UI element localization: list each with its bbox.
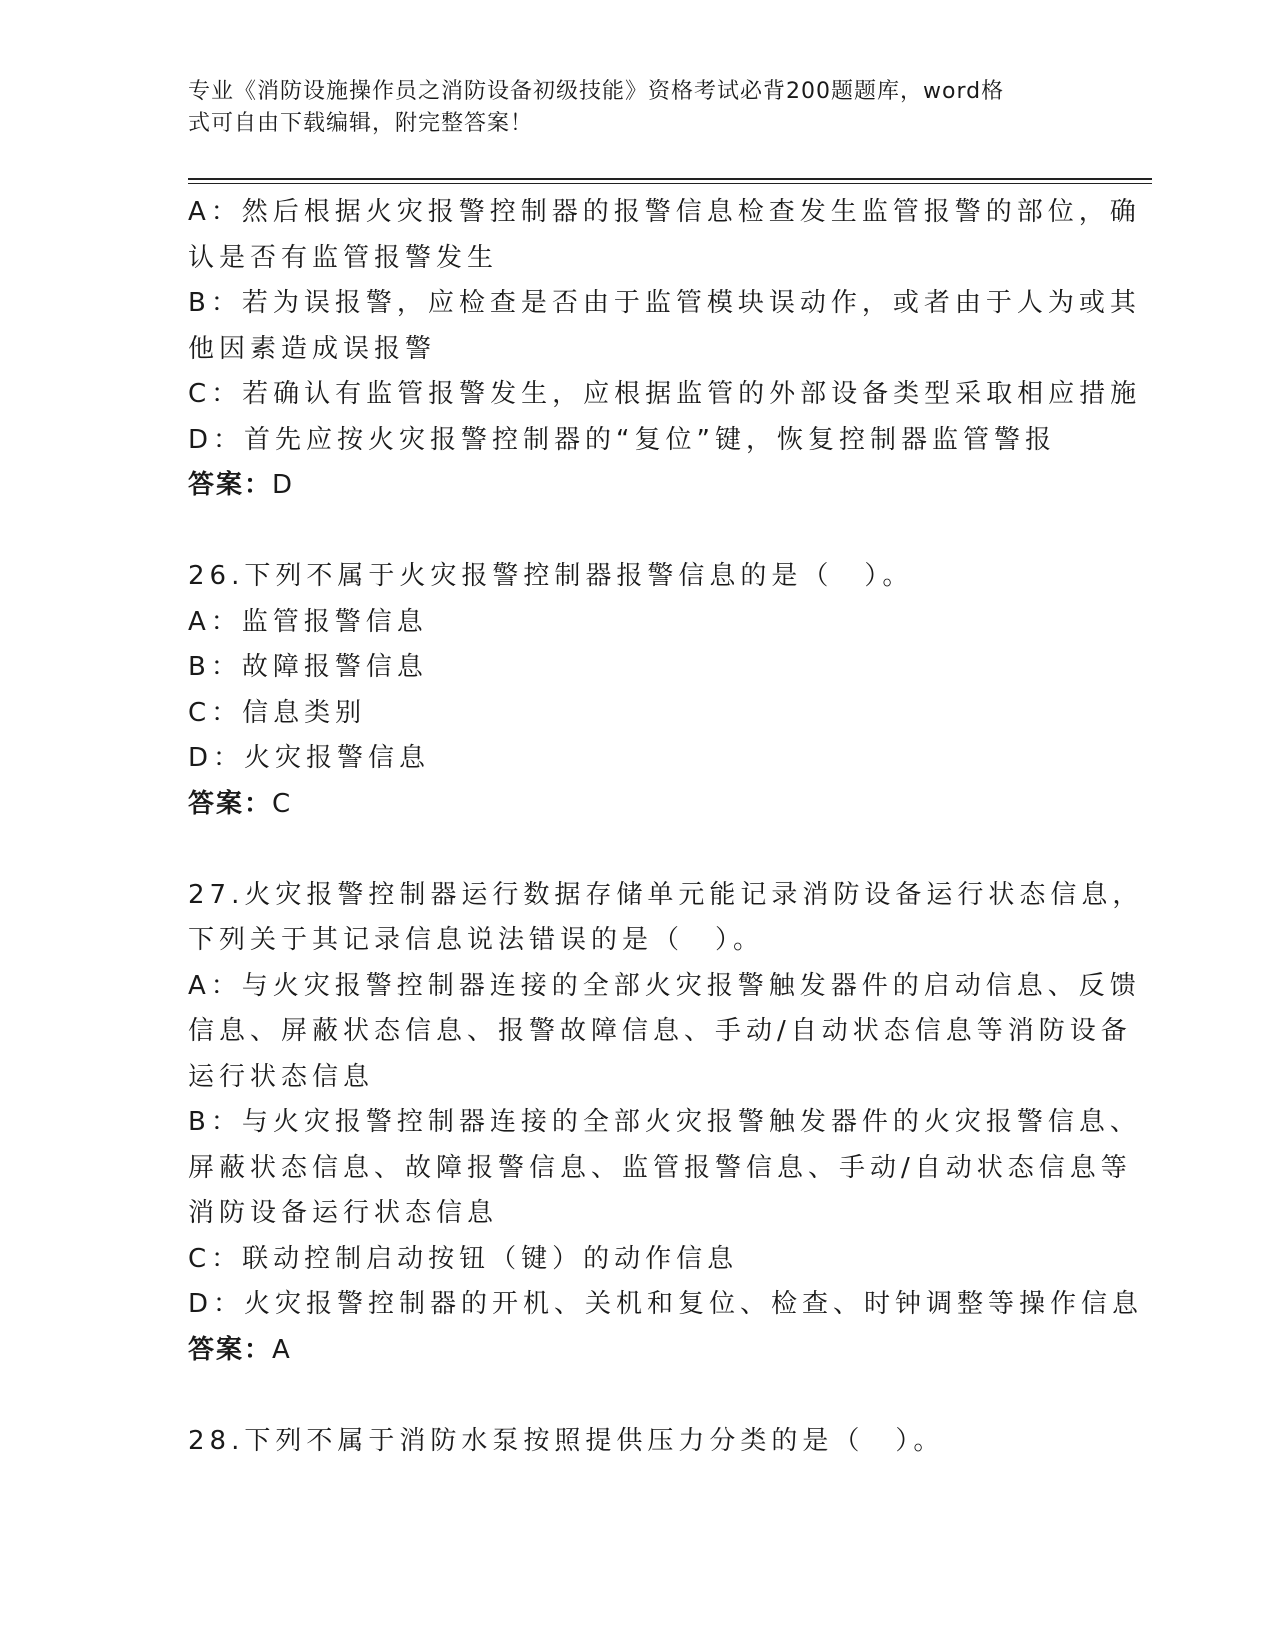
spacer [188,1373,1088,1419]
question-text-line-1: 27.火灾报警控制器运行数据存储单元能记录消防设备运行状态信息， [188,879,1144,910]
answer-value: A [272,1334,292,1365]
question-27 [188,873,1144,1374]
option-b-line-2: 屏蔽状态信息、故障报警信息、监管报警信息、手动/自动状态信息等 [188,1152,1132,1183]
option-a-line-1: A：与火灾报警控制器连接的全部火灾报警触发器件的启动信息、反馈 [188,970,1141,1001]
question-26 [188,554,1088,827]
option-a-line-1: A：然后根据火灾报警控制器的报警信息检查发生监管报警的部位，确 [188,197,1141,227]
header-rule-thin [188,183,1152,184]
question-25 [188,190,1142,509]
question-text-line-2: 下列关于其记录信息说法错误的是（ ）。 [188,925,765,955]
header-line-2: 式可自由下载编辑，附完整答案！ [188,111,534,136]
option-a-line-2: 信息、屏蔽状态信息、报警故障信息、手动/自动状态信息等消防设备 [188,1016,1132,1046]
option-b: B：故障报警信息 [188,652,428,682]
option-d: D：首先应按火灾报警控制器的“复位”键，恢复控制器监管警报 [188,424,1056,455]
option-a-line-2: 认是否有监管报警发生 [188,242,499,273]
option-c: C：若确认有监管报警发生，应根据监管的外部设备类型采取相应措施 [188,379,1142,409]
option-c: C：联动控制启动按钮（键）的动作信息 [188,1243,739,1274]
option-b-line-3: 消防设备运行状态信息 [188,1198,499,1228]
option-a: A：监管报警信息 [188,606,428,637]
answer [188,463,1088,509]
question-28 [188,1419,1088,1465]
answer [188,782,1088,828]
header-rule-thick [188,178,1152,180]
document-header [188,76,1068,140]
option-a-line-3: 运行状态信息 [188,1061,375,1092]
question-text: 26.下列不属于火灾报警控制器报警信息的是（ ）。 [188,561,914,591]
header-line-1: 专业《消防设施操作员之消防设备初级技能》资格考试必背200题题库，word格 [188,79,1005,104]
spacer [188,827,1088,873]
answer [188,1328,1088,1374]
question-text: 28.下列不属于消防水泵按照提供压力分类的是（ ）。 [188,1425,945,1456]
option-b-line-1: B：若为误报警，应检查是否由于监管模块误动作，或者由于人为或其 [188,288,1141,318]
answer-label: 答案： [188,788,273,819]
answer-value: C [272,788,293,819]
answer-label: 答案： [188,1334,273,1365]
spacer [188,509,1088,555]
answer-label: 答案： [188,470,273,500]
option-d: D：火灾报警控制器的开机、关机和复位、检查、时钟调整等操作信息 [188,1289,1144,1319]
option-b-line-1: B：与火灾报警控制器连接的全部火灾报警触发器件的火灾报警信息、 [188,1107,1141,1137]
option-b-line-2: 他因素造成误报警 [188,333,437,364]
option-d: D：火灾报警信息 [188,743,431,773]
answer-value: D [272,470,295,500]
option-c: C：信息类别 [188,697,367,728]
document-body [188,190,1144,1464]
